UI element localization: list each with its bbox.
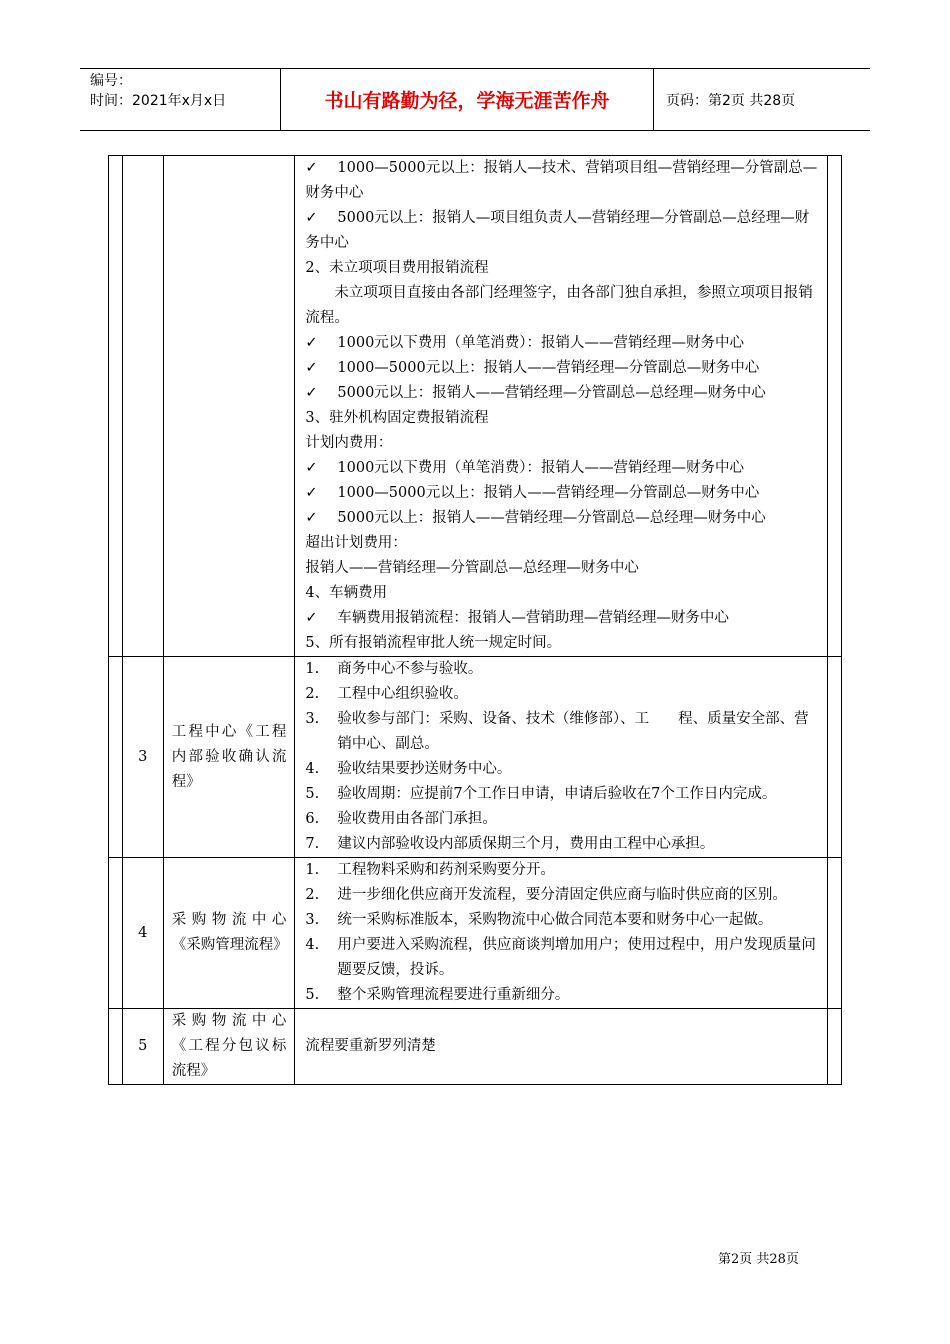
content-cell — [295, 657, 828, 858]
margin-cell — [828, 657, 842, 858]
list-item: 7. 建议内部验收设内部质保期三个月，费用由工程中心承担。 — [305, 836, 715, 852]
margin-cell — [828, 156, 842, 657]
department-cell: 采购物流中心《采购管理流程》 — [163, 858, 295, 1009]
margin-cell — [828, 1009, 842, 1085]
list-item: 2. 工程中心组织验收。 — [305, 686, 468, 702]
header-meta — [90, 71, 280, 111]
list-item: 2. 进一步细化供应商开发流程，要分清固定供应商与临时供应商的区别。 — [305, 887, 787, 903]
table-row — [109, 657, 842, 858]
list-item: ✓ 车辆费用报销流程：报销人—营销助理—营销经理—财务中心 — [305, 606, 819, 631]
margin-cell — [828, 858, 842, 1009]
header-motto: 书山有路勤为径，学海无涯苦作舟 — [280, 69, 654, 130]
section-heading: 2、未立项项目费用报销流程 — [305, 260, 489, 276]
row-number-cell — [122, 156, 163, 657]
paragraph: 报销人——营销经理—分管副总—总经理—财务中心 — [305, 560, 639, 576]
list-item: ✓ 5000元以上：报销人—项目组负责人—营销经理—分管副总—总经理—财务中心 — [305, 206, 819, 256]
table-row — [109, 858, 842, 1009]
list-item: 4. 用户要进入采购流程，供应商谈判增加用户；使用过程中，用户发现质量问题要反馈，投诉。 — [305, 937, 816, 978]
margin-cell — [109, 156, 123, 657]
content-cell: 流程要重新罗列清楚 — [295, 1009, 828, 1085]
list-item: ✓ 1000—5000元以上：报销人—技术、营销项目组—营销经理—分管副总—财务中心 — [305, 156, 819, 206]
table-row — [109, 1009, 842, 1085]
section-heading: 5、所有报销流程审批人统一规定时间。 — [305, 635, 562, 651]
subheading: 计划内费用： — [305, 435, 393, 451]
list-item: 1. 工程物料采购和药剂采购要分开。 — [305, 862, 555, 878]
margin-cell — [109, 1009, 123, 1085]
list-item: 1. 商务中心不参与验收。 — [305, 661, 483, 677]
list-item: ✓ 1000元以下费用（单笔消费）：报销人——营销经理—财务中心 — [305, 456, 819, 481]
numbered-list — [305, 657, 819, 857]
checkmark-icon: ✓ — [305, 510, 318, 526]
checkmark-icon: ✓ — [305, 210, 318, 226]
table-row-continuation — [109, 156, 842, 657]
list-item: 5. 验收周期：应提前7个工作日申请，申请后验收在7个工作日内完成。 — [305, 786, 777, 802]
list-item: ✓ 5000元以上：报销人——营销经理—分管副总—总经理—财务中心 — [305, 506, 819, 531]
content-cell — [295, 156, 828, 657]
checkmark-icon: ✓ — [305, 485, 318, 501]
process-table — [108, 155, 842, 1085]
list-item: ✓ 1000—5000元以上：报销人——营销经理—分管副总—财务中心 — [305, 356, 819, 381]
numbered-list — [305, 858, 819, 1008]
list-item: ✓ 5000元以上：报销人——营销经理—分管副总—总经理—财务中心 — [305, 381, 819, 406]
document-number-label: 编号： — [90, 73, 132, 89]
list-item: 3. 统一采购标准版本，采购物流中心做合同范本要和财务中心一起做。 — [305, 912, 773, 928]
section-heading: 4、车辆费用 — [305, 585, 388, 601]
document-time-label: 时间：2021年x月x日 — [90, 93, 227, 109]
list-item: ✓ 1000—5000元以上：报销人——营销经理—分管副总—财务中心 — [305, 481, 819, 506]
section-heading: 3、驻外机构固定费报销流程 — [305, 410, 489, 426]
checkmark-icon: ✓ — [305, 460, 318, 476]
content-cell — [295, 858, 828, 1009]
page-header — [80, 68, 870, 131]
checkmark-icon: ✓ — [305, 385, 318, 401]
row-number-cell: 5 — [122, 1009, 163, 1085]
margin-cell — [109, 657, 123, 858]
department-cell — [163, 156, 295, 657]
department-cell: 采购物流中心《工程分包议标流程》 — [163, 1009, 295, 1085]
list-item: 3. 验收参与部门：采购、设备、技术（维修部）、工 程、质量安全部、营销中心、副总。 — [305, 711, 809, 752]
checkmark-icon: ✓ — [305, 360, 318, 376]
list-item: 6. 验收费用由各部门承担。 — [305, 811, 497, 827]
margin-cell — [109, 858, 123, 1009]
paragraph: 未立项项目直接由各部门经理签字，由各部门独自承担，参照立项项目报销流程。 — [305, 285, 813, 326]
page-footer: 第2页 共28页 — [718, 1252, 799, 1267]
checkmark-icon: ✓ — [305, 610, 318, 626]
list-item: 4. 验收结果要抄送财务中心。 — [305, 761, 512, 777]
list-item: 5. 整个采购管理流程要进行重新细分。 — [305, 987, 570, 1003]
row-number-cell: 3 — [122, 657, 163, 858]
list-item: ✓ 1000元以下费用（单笔消费）：报销人——营销经理—财务中心 — [305, 331, 819, 356]
subheading: 超出计划费用： — [305, 535, 407, 551]
department-cell: 工程中心《工程内部验收确认流程》 — [163, 657, 295, 858]
checkmark-icon: ✓ — [305, 160, 318, 176]
header-page-label: 页码：第2页 共28页 — [666, 92, 796, 109]
checkmark-icon: ✓ — [305, 335, 318, 351]
row-number-cell: 4 — [122, 858, 163, 1009]
